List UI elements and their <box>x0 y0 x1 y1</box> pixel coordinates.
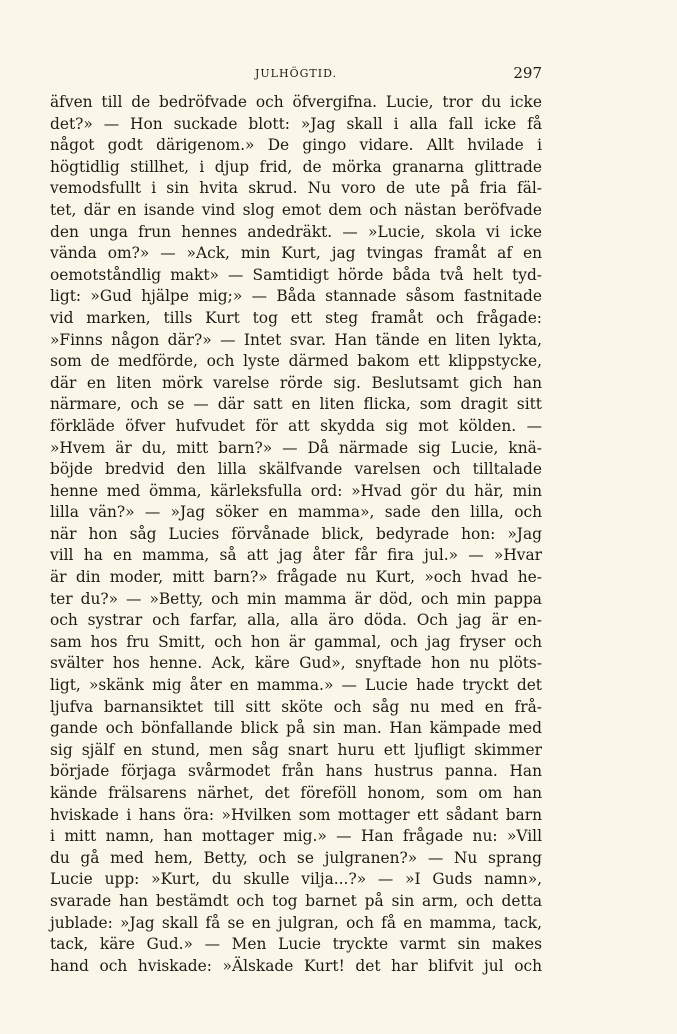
text-line: vända om?» — »Ack, min Kurt, jag tvingas framåt af en <box>50 244 542 263</box>
text-line: svälter hos henne. Ack, käre Gud», snyftade hon nu plöts- <box>50 654 542 673</box>
text-line: svarade han bestämdt och tog barnet på sin arm, och detta <box>50 891 542 910</box>
body-text <box>50 92 542 977</box>
text-line: förkläde öfver hufvudet för att skydda sig mot kölden. — <box>50 416 542 435</box>
text-line: något godt därigenom.» De gingo vidare. Allt hvilade i <box>50 136 542 155</box>
text-line: ljufva barnansiktet till sitt sköte och såg nu med en frå- <box>50 697 542 716</box>
text-line: är din moder, mitt barn?» frågade nu Kurt, »och hvad he- <box>50 568 542 587</box>
text-line: äfven till de bedröfvade och öfvergifna. Lucie, tror du icke <box>50 93 542 111</box>
text-line: sam hos fru Smitt, och hon är gammal, och jag fryser och <box>50 632 542 651</box>
text-line: lilla vän?» — »Jag söker en mamma», sade den lilla, och <box>50 503 542 522</box>
page-header <box>50 64 542 82</box>
text-line: »Finns någon där?» — Intet svar. Han tände en liten lykta, <box>50 330 542 349</box>
text-line: gande och bönfallande blick på sin man. Han kämpade med <box>50 719 542 738</box>
text-line: där en liten mörk varelse rörde sig. Beslutsamt gich han <box>50 373 542 392</box>
page-number: 297 <box>513 64 542 82</box>
text-line: »Hvem är du, mitt barn?» — Då närmade sig Lucie, knä- <box>50 438 542 457</box>
text-line: du gå med hem, Betty, och se julgranen?» — Nu sprang <box>50 848 542 867</box>
text-line: vid marken, tills Kurt tog ett steg framåt och frågade: <box>50 308 542 327</box>
text-line: ter du?» — »Betty, och min mamma är död, och min pappa <box>50 589 542 608</box>
text-line: Lucie upp: »Kurt, du skulle vilja...?» — »I Guds namn», <box>50 870 542 889</box>
text-line: närmare, och se — där satt en liten flicka, som dragit sitt <box>50 395 542 414</box>
running-title: JULHÖGTID. <box>255 67 337 80</box>
text-line: jublade: »Jag skall få se en julgran, och få en mamma, tack, <box>50 913 542 932</box>
text-line: henne med ömma, kärleksfulla ord: »Hvad gör du här, min <box>50 481 542 500</box>
text-line: oemotståndlig makt» — Samtidigt hörde båda två helt tyd- <box>50 265 542 284</box>
text-line: hand och hviskade: »Älskade Kurt! det har blifvit jul och <box>50 956 542 975</box>
text-line: och systrar och farfar, alla, alla äro döda. Och jag är en- <box>50 611 542 630</box>
text-line: tet, där en isande vind slog emot dem och nästan beröfvade <box>50 200 542 219</box>
text-line: sig själf en stund, men såg snart huru ett ljufligt skimmer <box>50 740 542 759</box>
text-line: när hon såg Lucies förvånade blick, bedyrade hon: »Jag <box>50 524 542 543</box>
text-line: började förjaga svårmodet från hans hustrus panna. Han <box>50 762 542 781</box>
text-line: som de medförde, och lyste därmed bakom ett klippstycke, <box>50 352 542 371</box>
text-line: den unga frun hennes andedräkt. — »Lucie, skola vi icke <box>50 222 542 241</box>
text-line: vemodsfullt i sin hvita skrud. Nu voro de ute på fria fäl- <box>50 179 542 198</box>
text-line: ligt: »Gud hjälpe mig;» — Båda stannade såsom fastnitade <box>50 287 542 306</box>
text-line: i mitt namn, han mottager mig.» — Han frågade nu: »Vill <box>50 827 542 846</box>
text-line: tack, käre Gud.» — Men Lucie tryckte varmt sin makes <box>50 935 542 954</box>
text-line: högtidlig stillhet, i djup frid, de mörka granarna glittrade <box>50 157 542 176</box>
text-line: kände frälsarens närhet, det föreföll honom, som om han <box>50 784 542 802</box>
text-line: böjde bredvid den lilla skälfvande varelsen och tilltalade <box>50 460 542 479</box>
text-line: vill ha en mamma, så att jag åter får fira jul.» — »Hvar <box>50 546 542 565</box>
text-line: ligt, »skänk mig åter en mamma.» — Lucie hade tryckt det <box>50 676 542 695</box>
text-line: hviskade i hans öra: »Hvilken som mottager ett sådant barn <box>50 805 542 824</box>
text-line: det?» — Hon suckade blott: »Jag skall i alla fall icke få <box>50 114 542 133</box>
